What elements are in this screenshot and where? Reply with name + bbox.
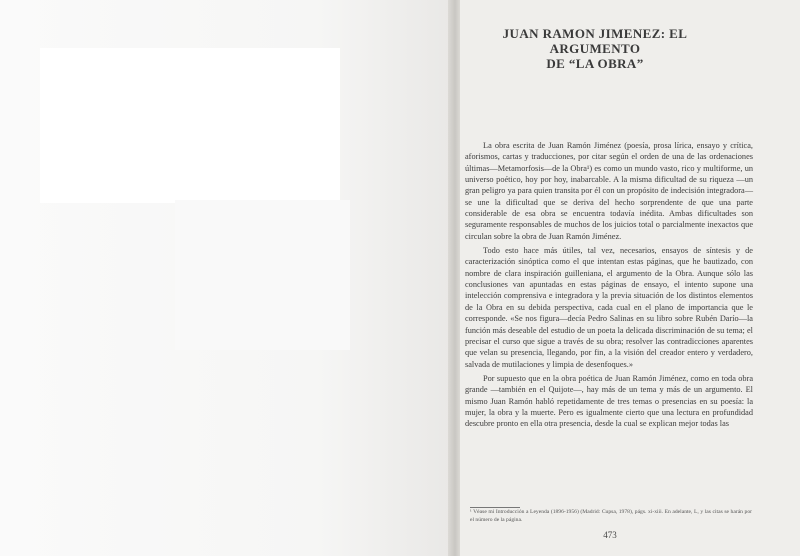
page-number: 473 bbox=[603, 530, 617, 540]
footnote: ¹ Véase mi Introducción a Leyenda (1896-1956) (Madrid: Cupsa, 1978), págs. xi-xiii. En adelante, L, y las citas se harán por el número de la página. bbox=[470, 509, 752, 523]
article-title-line-2: DE “LA OBRA” bbox=[546, 56, 644, 71]
paragraph-2: Todo esto hace más útiles, tal vez, necesarios, ensayos de síntesis y de caracterización sinóptica como el que intentan estas páginas, que he bautizado, con nombre de clara inspiración guilleniana, el argumento de la Obra. Aunque sólo las conclusiones van apuntadas en estas páginas de ensayo, el intento supone una intelección comprensiva e integradora y la previa situación de los distintos elementos de la Obra en su debida perspectiva, cada cual en el plano de importancia que le corresponde. «Se nos figura—decía Pedro Salinas en su libro sobre Rubén Darío—la función más deseable del estudio de un poeta la delicada discriminación de su tema; el precisar el curso que sigue a través de su obra; resolver las contradicciones aparentes que velan su presencia, llegando, por fin, a la visión del creador entero y verdadero, salvada de mutilaciones y limpia de desenfoques.» bbox=[465, 246, 753, 369]
footnote-divider bbox=[470, 507, 520, 508]
left-page-blank-area-lower bbox=[175, 200, 350, 350]
article-title bbox=[470, 26, 720, 71]
article-body bbox=[465, 140, 753, 430]
paragraph-3: Por supuesto que en la obra poética de Juan Ramón Jiménez, como en toda obra grande —también en el Quijote—, hay más de un tema y más de un argumento. El mismo Juan Ramón habló repetidamente de tres temas o presencias en su poesía: la mujer, la obra y la muerte. Pero es igualmente cierto que una lectura en profundidad descubre pronto en ella otra presencia, desde la cual se explican mejor todas las bbox=[465, 373, 753, 429]
article-title-line-1: JUAN RAMON JIMENEZ: EL ARGUMENTO bbox=[502, 26, 688, 56]
paragraph-1: La obra escrita de Juan Ramón Jiménez (poesía, prosa lírica, ensayo y crítica, aforismos, cartas y traducciones, por citar según el orden de una de las ordenaciones últimas—Metamorfosis—de la Obra¹) es como un mundo vasto, rico y multiforme, un universo poético, hoy por hoy, inabarcable. A la misma dificultad de su riqueza —un gran peligro ya para quien transita por él con un propósito de indecisión integradora— se une la dificultad que se deriva del hecho sorprendente de que una parte considerable de esa obra se encuentra todavía inédita. Ambas dificultades son seguramente responsables de muchos de los juicios total o parcialmente inexactos que circulan sobre la obra de Juan Ramón Jiménez. bbox=[465, 141, 753, 241]
left-page-blank-area bbox=[40, 48, 340, 203]
